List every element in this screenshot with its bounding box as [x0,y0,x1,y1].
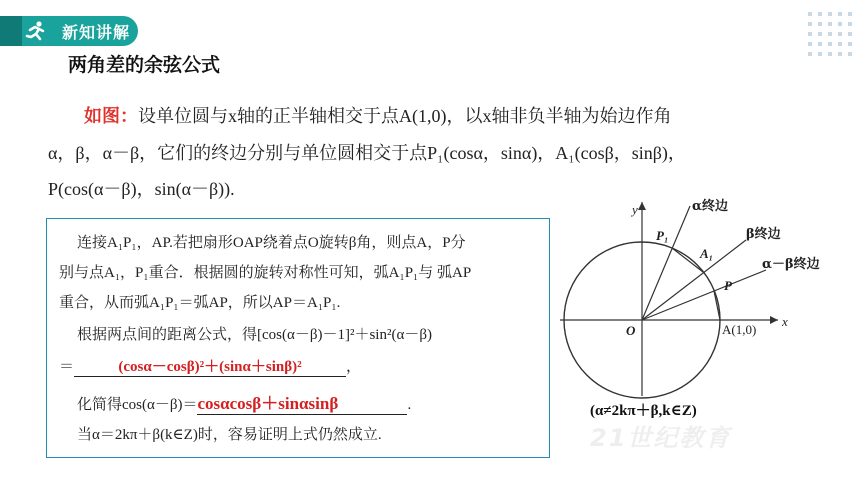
proof-line-4: 根据两点间的距离公式，得[cos(α－β)－1]²＋sin²(α－β) [77,327,432,343]
answer-1: (cosα－cosβ)²＋(sinα＋sinβ)² [118,359,302,375]
y-axis-arrow [638,202,646,210]
ray-beta-label: β终边 [746,227,781,242]
answer-2: cosαcosβ＋sinαsinβ [197,394,339,413]
point-p1-label: P₁ [656,228,669,243]
runner-icon [24,20,46,42]
y-axis-label: y [632,202,638,217]
badge-label: 新知讲解 [62,23,131,42]
proof-box [46,218,550,458]
intro-line-2: α，β，α－β，它们的终边分别与单位圆相交于点P₁(cosα，sinα)，A₁(cosβ，sinβ)， [48,143,686,163]
watermark: 21世纪教育 [590,424,732,452]
proof-line-6 [77,389,411,415]
intro-line-3: P(cos(α－β)，sin(α－β)). [48,179,235,199]
section-badge [0,16,138,46]
intro-lead: 如图： [84,106,138,127]
ray-alpha-minus-beta-label: α－β终边 [762,257,820,272]
chord-a1p1 [672,248,703,272]
ray-alpha-label: α终边 [692,199,729,214]
section-title: 两角差的余弦公式 [68,54,221,76]
intro-line-1 [48,98,818,135]
point-p-label: P [724,278,732,293]
intro-paragraph [48,98,818,207]
proof-line-6-prefix: 化简得cos(α－β)＝ [77,397,198,413]
proof-line-5-suffix: ， [346,359,362,375]
proof-line-2: 别与点A₁，P₁重合．根据圆的旋转对称性可知，弧A₁P₁与 弧AP [59,265,472,281]
proof-line-3: 重合，从而弧A₁P₁＝弧AP，所以AP＝A₁P₁. [59,295,341,311]
proof-line-1: 连接A₁P₁，AP.若把扇形OAP绕着点O旋转β角，则点A，P分 [77,235,466,251]
point-a-label: A(1,0) [722,322,757,337]
blank-2 [197,389,407,415]
figure-caption: (α≠2kπ＋β,k∈Z) [590,403,697,419]
ray-alpha [642,206,690,320]
ray-alpha-minus-beta [642,270,766,320]
unit-circle-figure [556,196,846,426]
proof-line-5-prefix: ＝ [59,359,75,375]
proof-line-5 [59,355,361,377]
x-axis-arrow [770,316,778,324]
origin-label: O [626,323,636,338]
proof-line-7: 当α＝2kπ＋β(k∈Z)时，容易证明上式仍然成立. [77,427,382,443]
badge-edge [0,16,22,46]
dot-grid-decoration [806,10,852,56]
intro-line-1-text: 设单位圆与x轴的正半轴相交于点A(1,0)，以x轴非负半轴为始边作角 [138,106,672,126]
x-axis-label: x [782,314,788,329]
blank-1 [74,355,346,377]
point-a1-label: A₁ [700,246,714,261]
proof-line-6-suffix: . [407,397,412,413]
